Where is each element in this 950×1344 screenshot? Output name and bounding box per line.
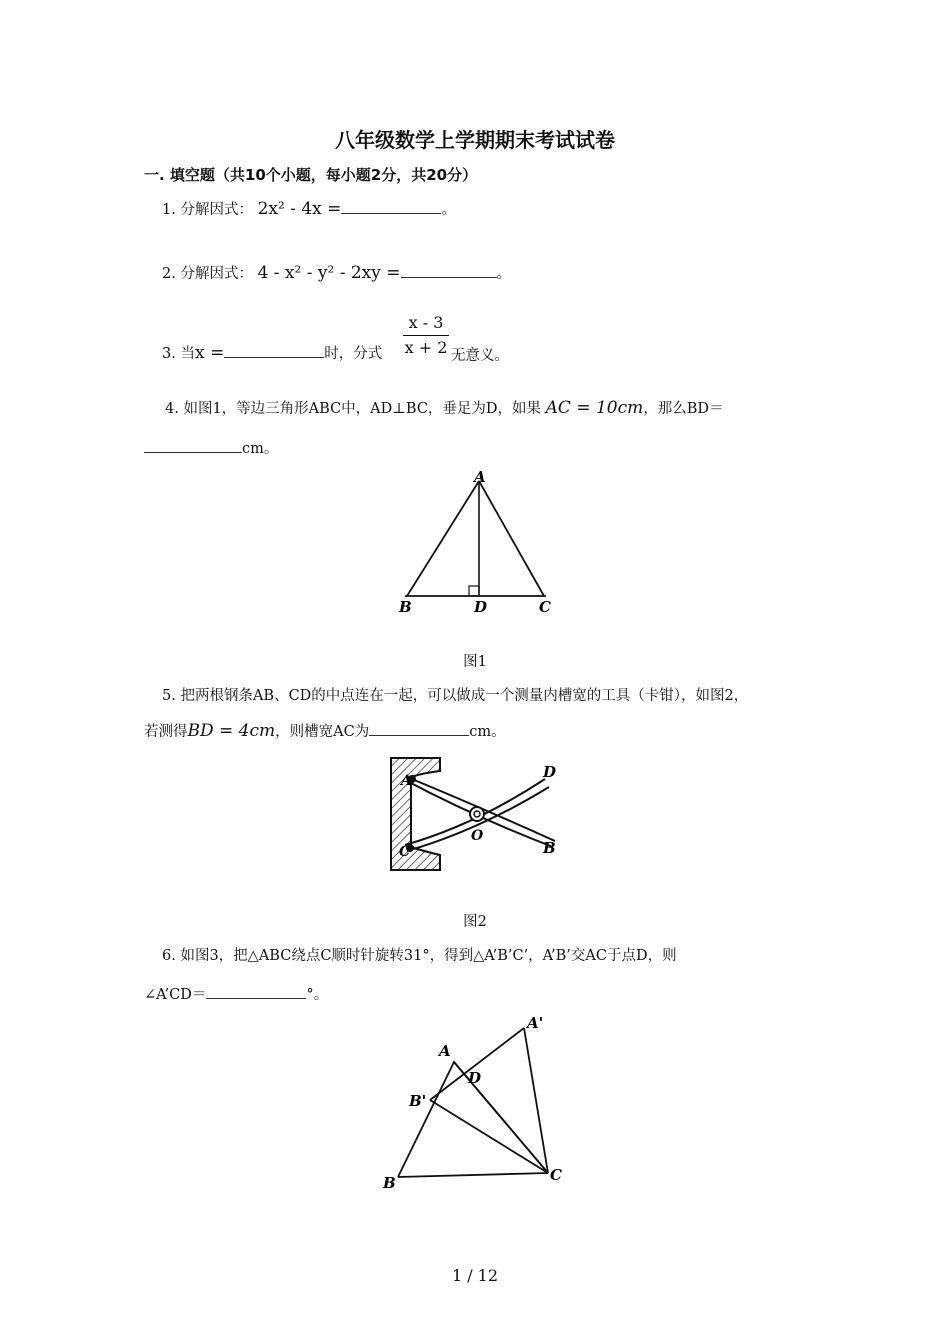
label-d: D (543, 763, 557, 781)
question-number: 1. (162, 202, 176, 218)
label-o: O (471, 828, 484, 844)
question-end: cm。 (469, 724, 506, 740)
question-end: 。 (441, 202, 456, 218)
label-d: D (468, 1069, 482, 1087)
label-b: B (543, 839, 556, 857)
page-number: 1 / 12 (451, 1266, 499, 1285)
label-a: A (439, 1042, 451, 1060)
question-5-line2 (144, 720, 506, 741)
question-4 (165, 397, 724, 418)
question-text: 时，分式 (324, 346, 383, 362)
question-text: cm。 (242, 441, 279, 457)
question-text: 把两根钢条AB、CD的中点连在一起，可以做成一个测量内槽宽的工具（卡钳），如图2， (180, 688, 749, 704)
side-ac (479, 481, 544, 596)
question-5 (162, 684, 748, 705)
label-c: C (399, 844, 411, 860)
question-text: 当 (180, 346, 195, 362)
math-variable: x = (194, 343, 225, 363)
question-text: 分解因式： (180, 266, 253, 282)
answer-blank[interactable] (224, 343, 324, 358)
side-ab (407, 481, 479, 596)
question-number: 2. (162, 266, 176, 282)
figure-1-caption: 图1 (463, 654, 487, 670)
label-b: B (399, 598, 412, 616)
math-expression: AC = 10cm (545, 398, 644, 418)
math-expression: BD = 4cm (187, 721, 276, 741)
answer-blank[interactable] (401, 263, 497, 278)
question-text: 如图3，把△ABC绕点C顺时针旋转31°，得到△A’B’C’，A’B’交AC于点D，则 (180, 948, 677, 964)
label-d: D (474, 598, 488, 616)
label-a: A (401, 773, 412, 789)
question-text: 若测得 (144, 724, 188, 740)
question-number: 3. (162, 346, 176, 362)
section-heading: 一. 填空题（共10个小题，每小题2分，共20分） (144, 166, 478, 184)
label-a: A (474, 468, 486, 486)
question-3-end: 无意义。 (451, 348, 509, 364)
pivot-o (470, 807, 484, 821)
question-text: ，那么BD＝ (643, 401, 724, 417)
math-expression: 4 - x² - y² - 2xy = (257, 263, 401, 283)
label-c: C (550, 1166, 562, 1184)
question-number: 4. (165, 401, 179, 417)
question-number: 5. (162, 688, 176, 704)
answer-blank[interactable] (144, 438, 242, 453)
answer-blank[interactable] (369, 721, 469, 736)
question-text: 如图1，等边三角形ABC中，AD⊥BC，垂足为D，如果 (183, 401, 542, 417)
side-a2c (524, 1028, 548, 1173)
page-title: 八年级数学上学期期末考试试卷 (335, 128, 615, 152)
label-b: B (383, 1174, 396, 1192)
question-3 (162, 342, 382, 363)
fraction (403, 313, 449, 358)
fraction-numerator: x - 3 (403, 313, 449, 336)
figure-2 (385, 755, 565, 880)
question-4-line2 (144, 437, 278, 458)
side-b2c (430, 1100, 548, 1173)
question-end: °。 (306, 987, 329, 1003)
question-text: ∠A’CD＝ (144, 987, 207, 1003)
question-end: 。 (496, 266, 512, 282)
fraction-denominator: x + 2 (404, 338, 448, 357)
question-6 (162, 944, 677, 965)
question-text: ，则槽宽AC为 (275, 724, 370, 740)
math-expression: 2x² - 4x = (257, 199, 342, 219)
label-b-prime: B' (409, 1092, 427, 1110)
figure-3 (375, 1010, 575, 1195)
figure-2-caption: 图2 (463, 914, 487, 930)
answer-blank[interactable] (341, 199, 441, 214)
question-2 (162, 262, 511, 283)
right-angle-mark (469, 586, 479, 596)
question-6-line2 (144, 983, 328, 1004)
question-1 (162, 198, 456, 219)
side-bc (398, 1173, 548, 1177)
answer-blank[interactable] (206, 984, 306, 999)
figure-1 (390, 466, 560, 620)
label-c: C (539, 598, 551, 616)
label-a-prime: A' (527, 1014, 544, 1032)
question-text: 分解因式： (180, 202, 253, 218)
question-number: 6. (162, 948, 176, 964)
